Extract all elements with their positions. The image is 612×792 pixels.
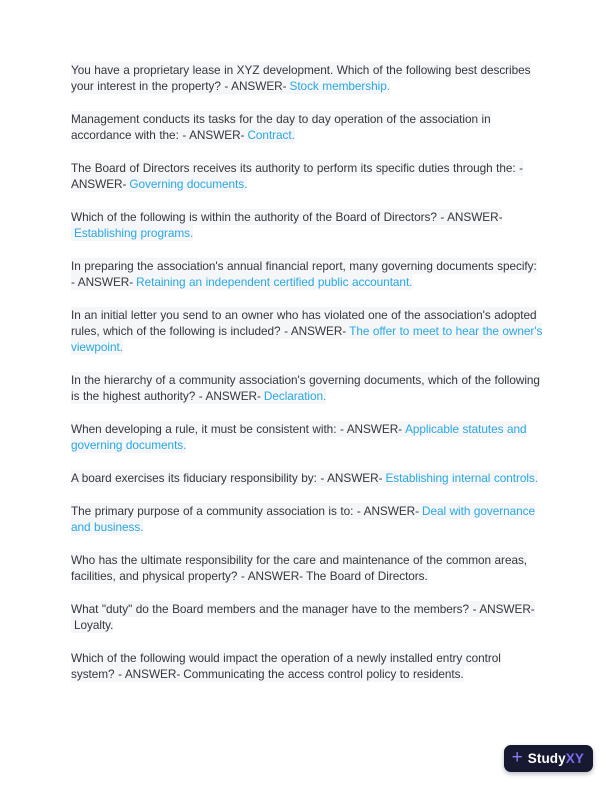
- question-text: Who has the ultimate responsibility for the care and maintenance of the common areas, facilities, and physical property? - ANSWER-: [71, 553, 528, 583]
- answer-text: Deal with governance and business.: [71, 504, 536, 534]
- answer-text: Declaration.: [263, 389, 327, 403]
- answer-text: Loyalty.: [74, 618, 114, 632]
- qa-item: [71, 470, 543, 486]
- qa-item: [71, 160, 543, 192]
- question-text: When developing a rule, it must be consistent with: - ANSWER-: [71, 422, 403, 436]
- answer-text: Retaining an independent certified public accountant.: [136, 275, 413, 289]
- qa-list: [71, 62, 543, 699]
- question-text: The Board of Directors receives its authority to perform its specific duties through the: - ANSWER-: [71, 161, 524, 191]
- plus-icon: +: [511, 747, 523, 768]
- question-text: A board exercises its fiduciary responsibility by: - ANSWER-: [71, 471, 383, 485]
- answer-text: The Board of Directors.: [306, 569, 428, 583]
- answer-text: Communicating the access control policy to residents.: [183, 667, 464, 681]
- question-text: In the hierarchy of a community association's governing documents, which of the following is the highest authority? - ANSWER-: [71, 373, 540, 403]
- qa-item: [71, 372, 543, 404]
- answer-text: The offer to meet to hear the owner's viewpoint.: [71, 324, 543, 354]
- studyxy-logo: [504, 745, 593, 772]
- qa-item: [71, 307, 543, 355]
- answer-text: Contract.: [247, 128, 295, 142]
- brand-text: [528, 751, 584, 766]
- question-text: What "duty" do the Board members and the manager have to the members? - ANSWER-: [71, 602, 535, 616]
- qa-item: [71, 601, 543, 633]
- question-text: Management conducts its tasks for the day to day operation of the association in accordance with the: - ANSWER-: [71, 112, 491, 142]
- qa-item: [71, 552, 543, 584]
- answer-text: Applicable statutes and governing documents.: [71, 422, 527, 452]
- question-text: In preparing the association's annual financial report, many governing documents specify: - ANSWER-: [71, 259, 537, 289]
- question-text: In an initial letter you send to an owner who has violated one of the association's adopted rules, which of the following is included? - ANSWER-: [71, 308, 537, 338]
- question-text: The primary purpose of a community association is to: - ANSWER-: [71, 504, 419, 518]
- answer-text: Establishing internal controls.: [385, 471, 538, 485]
- qa-item: [71, 258, 543, 290]
- qa-item: [71, 421, 543, 453]
- answer-text: Stock membership.: [289, 79, 390, 93]
- brand-suffix: XY: [565, 751, 584, 766]
- answer-text: Governing documents.: [129, 177, 248, 191]
- qa-item: [71, 650, 543, 682]
- qa-item: [71, 209, 543, 241]
- qa-item: [71, 111, 543, 143]
- qa-item: [71, 62, 543, 94]
- qa-item: [71, 503, 543, 535]
- question-text: You have a proprietary lease in XYZ development. Which of the following best describes your interest in the property? - ANSWER-: [71, 63, 531, 93]
- question-text: Which of the following is within the authority of the Board of Directors? - ANSWER-: [71, 210, 503, 224]
- question-text: Which of the following would impact the operation of a newly installed entry control system? - ANSWER-: [71, 651, 501, 681]
- answer-text: Establishing programs.: [74, 226, 194, 240]
- brand-name: Study: [527, 751, 566, 766]
